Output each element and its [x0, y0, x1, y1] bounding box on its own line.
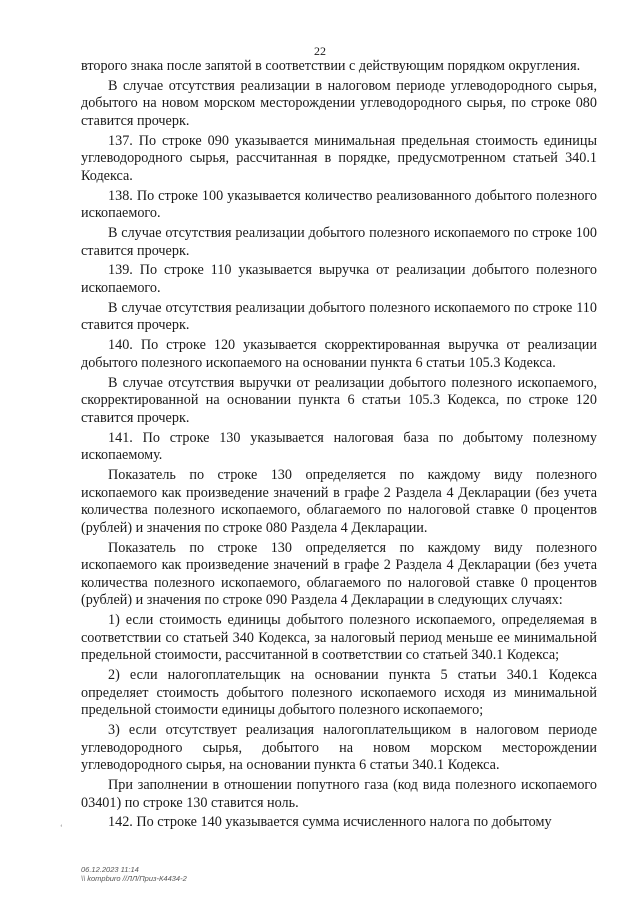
- paragraph: 141. По строке 130 указывается налоговая база по добытому полезному ископаемому.: [81, 429, 597, 464]
- list-item: 1) если стоимость единицы добытого полезного ископаемого, определяемая в соответствии со статьей 340 Кодекса, за налоговый период меньше ее минимальной предельной стоимости, рассчитанной в соответствии со статьей 340.1 Кодекса;: [81, 612, 597, 664]
- paragraph: 137. По строке 090 указывается минимальная предельная стоимость единицы углеводородного сырья, рассчитанная в порядке, предусмотренном статьей 340.1 Кодекса.: [81, 132, 597, 184]
- document-body: [81, 58, 597, 834]
- margin-mark: ‘: [60, 823, 63, 832]
- paragraph: второго знака после запятой в соответствии с действующим порядком округления.: [81, 58, 581, 74]
- paragraph: В случае отсутствия реализации в налоговом периоде углеводородного сырья, добытого на новом морском месторождении углеводородного сырья, по строке 080 ставится прочерк.: [81, 77, 597, 129]
- paragraph: 140. По строке 120 указывается скорректированная выручка от реализации добытого полезного ископаемого на основании пункта 6 статьи 105.3 Кодекса.: [81, 337, 597, 371]
- footer-file-path: \\ kompburo //ЛЛ/Приз-К4434-2: [81, 874, 187, 883]
- paragraph: В случае отсутствия выручки от реализации добытого полезного ископаемого, скорректированной на основании пункта 6 статьи 105.3 Кодекса, по строке 120 ставится прочерк.: [81, 374, 597, 426]
- paragraph: 142. По строке 140 указывается сумма исчисленного налога по добытому: [108, 814, 552, 831]
- paragraph: В случае отсутствия реализации добытого полезного ископаемого по строке 110 ставится прочерк.: [81, 299, 597, 334]
- paragraph: 138. По строке 100 указывается количество реализованного добытого полезного ископаемого.: [81, 187, 597, 222]
- paragraph: 139. По строке 110 указывается выручка от реализации добытого полезного ископаемого.: [81, 262, 597, 297]
- footer-timestamp: 06.12.2023 11:14: [81, 865, 139, 874]
- list-item: 3) если отсутствует реализация налогоплательщиком в налоговом периоде углеводородного сырья, добытого на новом морском месторождении углеводородного сырья, на основании пункта 6 статьи 340.1 Кодекса.: [81, 722, 597, 774]
- paragraph: Показатель по строке 130 определяется по каждому виду полезного ископаемого как произведение значений в графе 2 Раздела 4 Декларации (без учета количества полезного ископаемого, облагаемого по налоговой ставке 0 процентов (рублей) и значения по строке 080 Раздела 4 Декларации.: [81, 466, 597, 536]
- paragraph: При заполнении в отношении попутного газа (код вида полезного ископаемого 03401) по строке 130 ставится ноль.: [81, 776, 597, 811]
- list-item: 2) если налогоплательщик на основании пункта 5 статьи 340.1 Кодекса определяет стоимость добытого полезного ископаемого исходя из минимальной предельной стоимости единицы добытого полезного ископаемого;: [81, 667, 597, 719]
- page-number: 22: [314, 44, 326, 58]
- paragraph: В случае отсутствия реализации добытого полезного ископаемого по строке 100 ставится прочерк.: [81, 225, 597, 259]
- paragraph: Показатель по строке 130 определяется по каждому виду полезного ископаемого как произведение значений в графе 2 Раздела 4 Декларации (без учета количества полезного ископаемого, облагаемого по налоговой ставке 0 процентов (рублей) и значения по строке 090 Раздела 4 Декларации в следующих случаях:: [81, 539, 597, 609]
- document-footer: [81, 865, 187, 883]
